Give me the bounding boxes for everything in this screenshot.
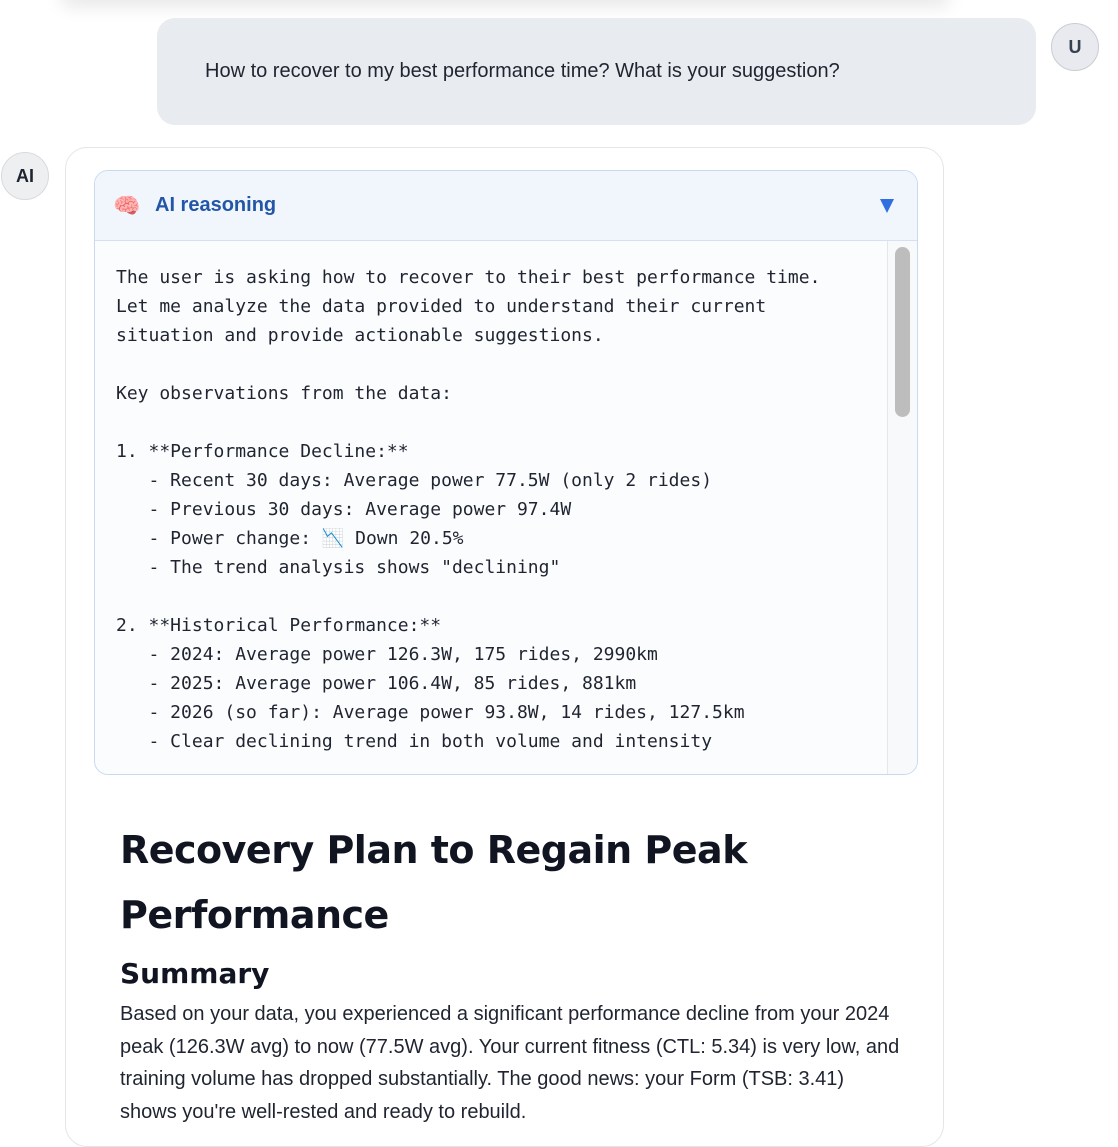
ai-avatar: AI — [1, 152, 49, 200]
reasoning-title: AI reasoning — [155, 194, 277, 216]
reasoning-panel — [94, 170, 918, 775]
user-message-text: How to recover to my best performance time? What is your suggestion? — [205, 60, 840, 82]
user-message-bubble — [157, 18, 1036, 125]
reasoning-scrollbar[interactable] — [887, 241, 917, 775]
response-title: Recovery Plan to Regain Peak Performance — [120, 828, 747, 937]
brain-icon: 🧠 — [113, 192, 141, 218]
summary-heading: Summary — [120, 957, 270, 990]
collapse-triangle-icon[interactable] — [880, 199, 894, 213]
scrollbar-thumb[interactable] — [895, 247, 910, 417]
assistant-response — [120, 818, 900, 1128]
summary-paragraph: Based on your data, you experienced a significant performance decline from your 2024 peak (126.3W avg) to now (77.5W avg). Your current fitness (CTL: 5.34) is very low, and training volume has dropped substantially. The good news: your Form (TSB: 3.41) shows you're well-rested and ready to rebuild. — [120, 1003, 900, 1123]
assistant-message-card — [65, 147, 944, 1147]
reasoning-toggle-header[interactable] — [95, 171, 917, 241]
reasoning-text: The user is asking how to recover to their best performance time. Let me analyze the data provided to understand their current situation and provide actionable suggestions. Key observations from the data: 1. **Performance Decline:** - Recent 30 days: Average power 77.5W (only 2 rides) - Previous 30 days: Average power 97.4W - Power change: 📉 Down 20.5% - The trend analysis shows "declining" 2. **Historical Performance:** - 2024: Average power 126.3W, 175 rides, 2990km - 2025: Average power 106.4W, 85 rides, 881km - 2026 (so far): Average power 93.8W, 14 rides, 127.5km - Clear declining trend in both volume and intensity — [116, 267, 821, 752]
user-avatar: U — [1051, 23, 1099, 71]
reasoning-content[interactable] — [95, 241, 917, 775]
